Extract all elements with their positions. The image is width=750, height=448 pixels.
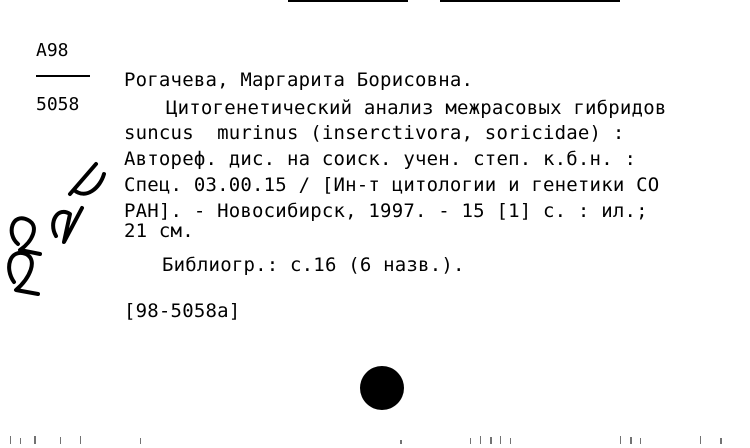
shelfmark-divider: [36, 75, 90, 77]
body-line: РАН]. - Новосибирск, 1997. - 15 [1] с. : ил.;: [124, 200, 648, 222]
record-number: 5058: [36, 94, 80, 115]
body-line: Автореф. дис. на соиск. учен. степ. к.б.н. :: [124, 148, 637, 170]
body-line: suncus murinus (inserctivora, soricidae) :: [124, 122, 625, 144]
body-line: Спец. 03.00.15 / [Ин-т цитологии и генетики СО: [124, 174, 660, 196]
accession-number: [98-5058а]: [124, 300, 241, 322]
punch-hole: [360, 366, 404, 410]
body-line: Цитогенетический анализ межрасовых гибридов: [166, 97, 667, 119]
scan-edge-top-right: [440, 0, 620, 2]
bibliography-note: Библиогр.: с.16 (6 назв.).: [162, 254, 465, 276]
body-line: 21 см.: [124, 220, 194, 242]
scan-edge-bottom: [0, 432, 750, 448]
scan-edge-top-left: [288, 0, 408, 2]
author-heading: Рогачева, Маргарита Борисовна.: [124, 69, 474, 91]
shelfmark: A98: [36, 40, 69, 61]
handwritten-annotation: [0, 150, 120, 300]
